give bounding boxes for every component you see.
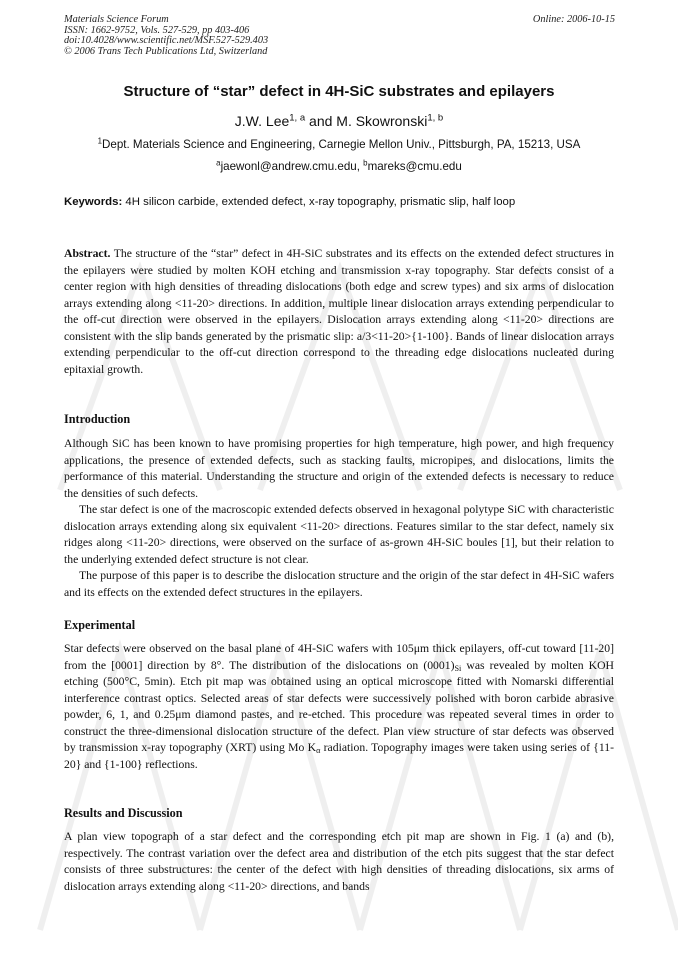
subscript-si: Si (454, 663, 462, 673)
journal-name: Materials Science Forum (64, 14, 169, 25)
abstract (64, 246, 614, 378)
results-heading: Results and Discussion (64, 806, 183, 820)
author-line (0, 113, 678, 129)
author-1-sup: 1, a (289, 112, 306, 124)
subscript-alpha: α (316, 746, 321, 756)
keywords (64, 196, 624, 208)
experimental-text-1: Star defects were observed on the basal plane of 4H-SiC wafers with 105μm thick epilayers, off-cut toward [11-20] from the [0001] direction by 8°. The distribution of the dislocations on (0001) (64, 642, 614, 672)
intro-paragraph-3: The purpose of this paper is to describe the dislocation structure and the origin of the star defect in 4H-SiC wafers and its effects on the extended defect structures in the epilayers. (64, 569, 614, 599)
experimental-paragraph (64, 641, 614, 773)
experimental-body (64, 641, 614, 773)
copyright-line: © 2006 Trans Tech Publications Ltd, Switzerland (64, 45, 268, 57)
keywords-text: 4H silicon carbide, extended defect, x-ray topography, prismatic slip, half loop (122, 196, 516, 208)
keywords-label: Keywords: (64, 196, 123, 208)
email-line (0, 160, 678, 173)
experimental-heading: Experimental (64, 618, 136, 632)
intro-paragraph-2: The star defect is one of the macroscopic extended defects observed in hexagonal polytype SiC with characteristic dislocation arrays extending along six equivalent <11-20> directions. Features similar to the star defect, namely six ridges along <11-20> directions, were observed on the surface of as-grown 4H-SiC boules [1], but their relation to the underlying extended defect structure is not clear. (64, 503, 614, 566)
email-b: mareks@cmu.edu (367, 160, 462, 173)
experimental-text-3: radiation. Topography images were taken using series of {11-20} and {1-100} reflections. (64, 741, 614, 771)
online-date: Online: 2006-10-15 (532, 14, 615, 25)
affiliation (0, 138, 678, 151)
introduction-heading: Introduction (64, 412, 131, 426)
email-a: jaewonl@andrew.cmu.edu, (220, 160, 364, 173)
author-2-sup: 1, b (427, 112, 444, 124)
results-body (64, 829, 614, 895)
introduction-body (64, 436, 614, 601)
paper-title: Structure of “star” defect in 4H-SiC substrates and epilayers (123, 83, 555, 100)
email-b-sup: b (363, 158, 368, 168)
affiliation-text: Dept. Materials Science and Engineering, Carnegie Mellon Univ., Pittsburgh, PA, 15213, USA (102, 138, 581, 151)
doi-line: doi:10.4028/www.scientific.net/MSF.527-529.403 (64, 35, 269, 47)
journal-info (64, 15, 268, 57)
author-2: and M. Skowronski (305, 113, 428, 129)
email-a-sup: a (216, 158, 221, 168)
issn-line: ISSN: 1662-9752, Vols. 527-529, pp 403-406 (64, 24, 250, 36)
abstract-label: Abstract. (64, 247, 111, 260)
abstract-text: The structure of the “star” defect in 4H-SiC substrates and its effects on the extended defect structures in the epilayers were studied by molten KOH etching and transmission x-ray topography. Star defects consist of a center region with high densities of threading dislocations (both edge and screw types) and six arms of dislocation arrays extending along <11-20> directions. In addition, multiple linear dislocation arrays extending perpendicular to the off-cut direction were observed in the epilayers. Dislocation arrays extending along <11-20> directions are consistent with the slip bands generated by the prismatic slip: a/3<11-20>{1-100}. Bands of linear dislocation arrays extending perpendicular to the off-cut direction correspond to the threading edge dislocations nucleated during epitaxial growth. (64, 247, 614, 376)
results-paragraph-1: A plan view topograph of a star defect and the corresponding etch pit map are shown in Fig. 1 (a) and (b), respectively. The contrast variation over the defect area and distribution of the etch pits suggest that the star defect consists of three substructures: the center of the defect with high densities of threading dislocations, six arms of dislocation arrays extending along <11-20> directions, and bands (64, 830, 614, 893)
experimental-text-2: was revealed by molten KOH etching (500°C, 5min). Etch pit map was obtained using an optical microscope fitted with Nomarski differential interference contrast optics. Selected areas of star defects were successively polished with boron carbide abrasive powder, 6, 1, and 0.25μm diamond pastes, and re-etched. This procedure was repeated several times in order to construct the three-dimensional dislocation structure of the defect. Plan view structure of star defects was observed by transmission x-ray topography (XRT) using Mo K (64, 658, 614, 754)
author-1: J.W. Lee (234, 113, 290, 129)
intro-paragraph-1: Although SiC has been known to have promising properties for high temperature, high power, and high frequency applications, the presence of extended defects, such as stacking faults, micropipes, and dislocations, limits the performance of this material. Understanding the structure and origin of the extended defects is necessary to reduce the densities of such defects. (64, 437, 614, 500)
affiliation-sup: 1 (97, 136, 102, 146)
